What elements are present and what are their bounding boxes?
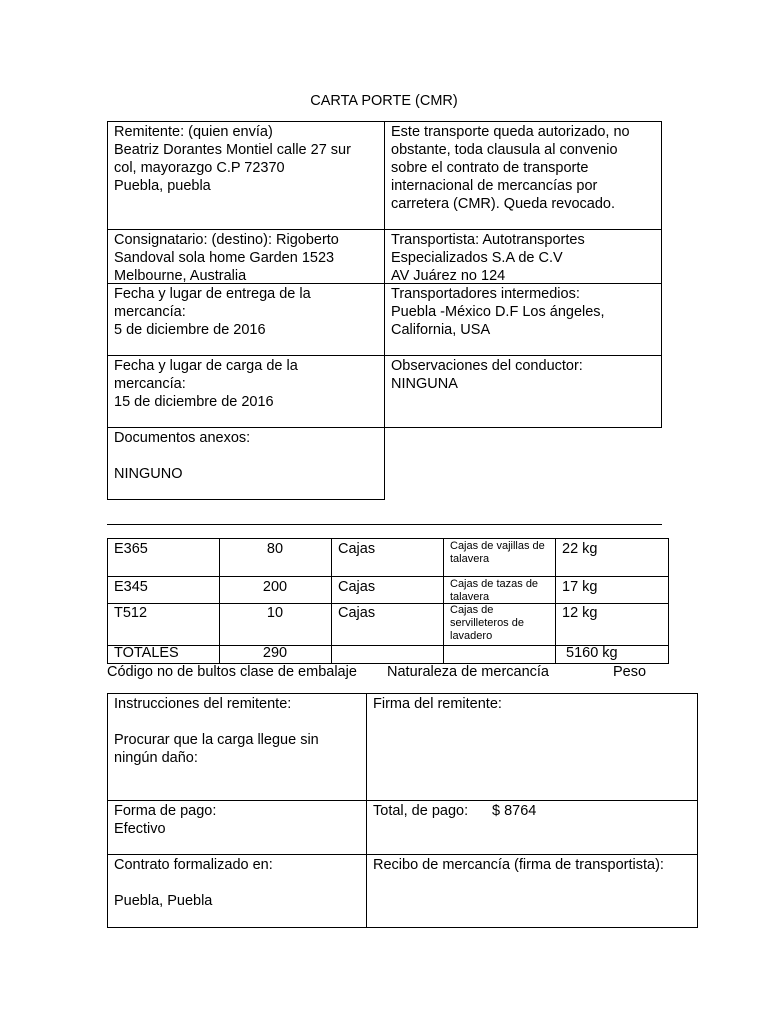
sender-instructions-cell: Instrucciones del remitente: Procurar que la carga llegue sin ningún daño: — [114, 696, 319, 766]
goods-weight: 12 kg — [562, 605, 598, 621]
intermediate-carriers-cell: Transportadores intermedios: Puebla -México D.F Los ángeles, California, USA — [391, 286, 605, 338]
total-payment-label: Total, de pago: — [373, 803, 469, 819]
goods-weight: 17 kg — [562, 579, 598, 595]
caption-nature: Naturaleza de mercancía — [387, 664, 549, 680]
carrier-cell: Transportista: Autotransportes Especializados S.A de C.V AV Juárez no 124 — [391, 232, 585, 284]
document-title: CARTA PORTE (CMR) — [310, 93, 458, 109]
authorization-cell: Este transporte queda autorizado, no obstante, toda clausula al convenio sobre el contrato de transporte internacional de mercancías por carretera (CMR). Queda revocado. — [391, 124, 630, 212]
contract-place-cell: Contrato formalizado en: Puebla, Puebla — [114, 857, 273, 909]
consignee-cell: Consignatario: (destino): Rigoberto Sandoval sola home Garden 1523 Melbourne, Australia — [114, 232, 339, 284]
totals-label: TOTALES — [114, 645, 179, 661]
goods-nature: Cajas de servilleteros de lavadero — [450, 604, 524, 642]
caption-code-packages: Código no de bultos clase de embalaje — [107, 664, 357, 680]
goods-packaging: Cajas — [338, 579, 376, 595]
goods-nature: Cajas de vajillas de talavera — [450, 540, 545, 565]
goods-packages: 200 — [262, 579, 288, 595]
goods-code: E365 — [114, 541, 148, 557]
delivery-date-cell: Fecha y lugar de entrega de la mercancía: 5 de diciembre de 2016 — [114, 286, 311, 338]
goods-packages: 80 — [266, 541, 284, 557]
goods-code: E345 — [114, 579, 148, 595]
goods-packages: 10 — [266, 605, 284, 621]
total-payment-value: $ 8764 — [492, 803, 537, 819]
goods-receipt-cell: Recibo de mercancía (firma de transportista): — [373, 857, 664, 873]
caption-weight: Peso — [613, 664, 647, 680]
goods-packaging: Cajas — [338, 541, 376, 557]
goods-nature: Cajas de tazas de talavera — [450, 578, 539, 603]
sender-signature-cell: Firma del remitente: — [373, 696, 502, 712]
loading-date-cell: Fecha y lugar de carga de la mercancía: 15 de diciembre de 2016 — [114, 358, 298, 410]
goods-packaging: Cajas — [338, 605, 376, 621]
totals-weight: 5160 kg — [566, 645, 618, 661]
goods-code: T512 — [114, 605, 148, 621]
goods-weight: 22 kg — [562, 541, 598, 557]
section-separator — [107, 524, 662, 525]
totals-packages: 290 — [262, 645, 288, 661]
attached-documents-cell: Documentos anexos: NINGUNO — [114, 430, 251, 482]
payment-method-cell: Forma de pago: Efectivo — [114, 803, 217, 837]
sender-cell: Remitente: (quien envía) Beatriz Dorantes Montiel calle 27 sur col, mayorazgo C.P 72370 Puebla, puebla — [114, 124, 351, 194]
driver-observations-cell: Observaciones del conductor: NINGUNA — [391, 358, 583, 392]
